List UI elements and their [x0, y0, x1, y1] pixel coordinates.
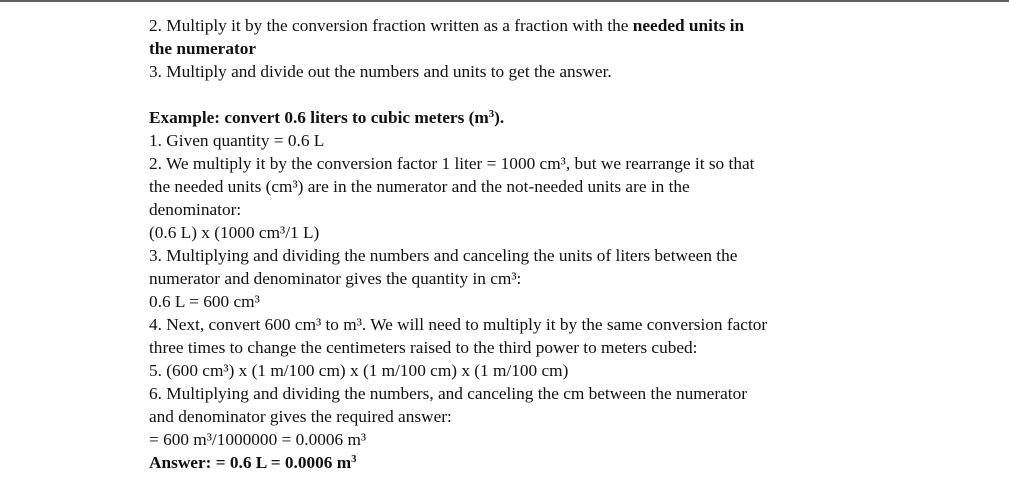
example-step-2-line-1: 2. We multiply it by the conversion factor 1 liter = 1000 cm³, but we rearrange it so that [149, 154, 755, 173]
example-step-3-line-1: 3. Multiplying and dividing the numbers and canceling the units of liters between the [149, 246, 738, 265]
example-step-4-line-1: 4. Next, convert 600 cm³ to m³. We will need to multiply it by the same conversion factor [149, 315, 768, 334]
example-step-4-line-2: three times to change the centimeters raised to the third power to meters cubed: [149, 338, 698, 357]
example-result-2: = 600 m³/1000000 = 0.0006 m³ [149, 430, 367, 449]
example-expression-1: (0.6 L) x (1000 cm³/1 L) [149, 223, 320, 242]
answer-superscript: 3 [351, 453, 357, 466]
example-step-5: 5. (600 cm³) x (1 m/100 cm) x (1 m/100 cm) x (1 m/100 cm) [149, 361, 569, 380]
example-step-6-line-1: 6. Multiplying and dividing the numbers, and canceling the cm between the numerator [149, 384, 747, 403]
answer-line [149, 451, 889, 474]
step-2-bold-text: needed units in [632, 16, 745, 35]
example-step-2-line-2: the needed units (cm³) are in the numerator and the not-needed units are in the [149, 177, 690, 196]
example-heading-superscript: 3 [488, 108, 495, 121]
step-2-line [149, 14, 889, 37]
step-2-bold-continuation: the numerator [149, 39, 257, 58]
example-step-6-line-2: and denominator gives the required answer: [149, 407, 452, 426]
example-result-1: 0.6 L = 600 cm³ [149, 292, 260, 311]
example-heading [149, 106, 889, 129]
example-given: 1. Given quantity = 0.6 L [149, 131, 325, 150]
top-divider [0, 0, 1009, 2]
example-heading-text: : convert 0.6 liters to cubic meters (m [214, 108, 489, 127]
step-3-line: 3. Multiply and divide out the numbers and units to get the answer. [149, 62, 612, 81]
example-heading-label: Example [149, 108, 215, 127]
example-heading-end: ). [494, 108, 505, 127]
answer-text: Answer: = 0.6 L = 0.0006 m [149, 453, 352, 472]
example-step-3-line-2: numerator and denominator gives the quantity in cm³: [149, 269, 522, 288]
step-2-text: 2. Multiply it by the conversion fraction written as a fraction with the [149, 16, 633, 35]
paragraph-spacer [149, 83, 889, 106]
example-step-2-line-3: denominator: [149, 200, 242, 219]
document-body [149, 14, 889, 474]
